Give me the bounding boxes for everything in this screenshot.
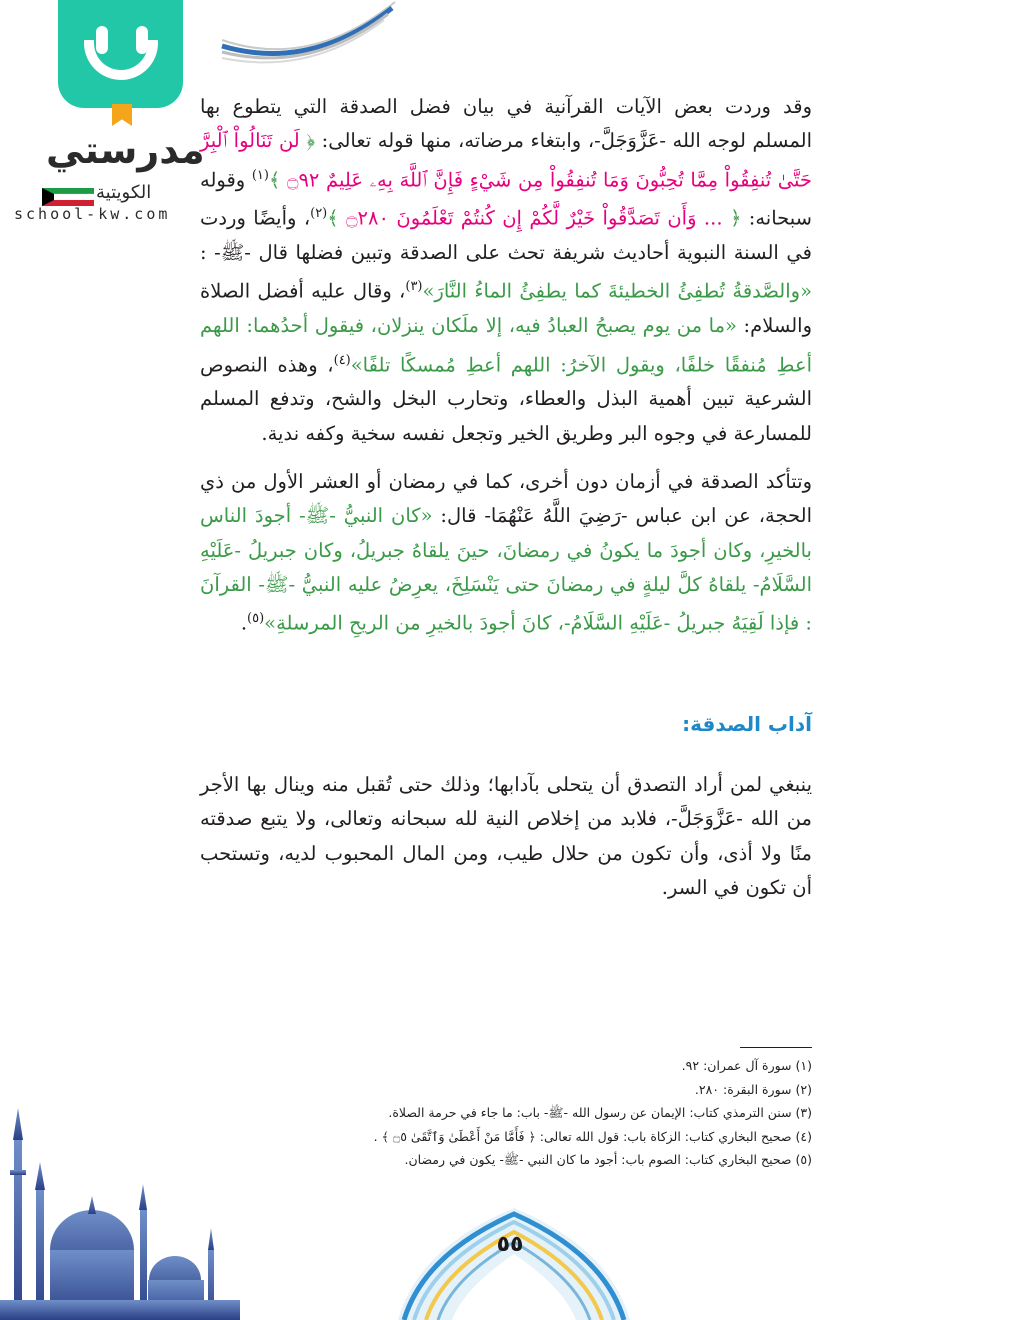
footnote-item: (٤) صحيح البخاري كتاب: الزكاة باب: قول الله تعالى: ﴿ فَأَمَّا مَنْ أَعْطَىٰ وَٱتَّقَىٰ ۝٥ ﴾ . [373, 1128, 812, 1144]
text-segment: وقد وردت بعض الآيات القرآنية في بيان فضل الصدقة التي يتطوع بها المسلم لوجه الله -عَزَّوَجَلَّ-، وابتغاء مرضاته، منها قوله تعالى: [200, 95, 813, 153]
kuwait-flag-icon [42, 188, 94, 206]
footnote-ref-3: (٣) [405, 279, 423, 295]
hadith-3: «كان النبيُّ -ﷺ- أجودَ الناس بالخيرِ، وكان أجودَ ما يكونُ في رمضانَ، حينَ يلقاهُ جبريلُ، وكان جبريلُ -عَلَيْهِ السَّلَامُ- يلقاهُ كلَّ ليلةٍ في رمضانَ حتى يَنْسَلِخَ، يعرِضُ عليه النبيُّ -ﷺ- القرآنَ : فإذا لَقِيَهُ جبريلُ -عَلَيْهِ السَّلَامُ-، كانَ أجودَ بالخيرِ من الريحِ المرسلةِ» [200, 504, 812, 635]
logo-country: الكويتية [96, 182, 152, 203]
section-heading: آداب الصدقة: [682, 712, 812, 736]
text-segment: وتتأكد الصدقة في أزمان دون أخرى، كما في رمضان أو العشر الأول من ذي الحجة، عن ابن عباس -رَضِيَ اللَّهُ عَنْهُمَا- قال: [200, 469, 812, 528]
footnote-item: (٢) سورة البقرة: ٢٨٠. [694, 1081, 812, 1097]
logo-badge-icon [58, 0, 183, 108]
logo-url: school-kw.com [14, 205, 171, 223]
bookmark-icon [112, 104, 132, 126]
main-text-2 [200, 768, 812, 905]
footnotes-list [212, 1054, 812, 1172]
text-segment: وقوله سبحانه: [200, 168, 812, 230]
main-text [200, 90, 812, 641]
text-segment: . [240, 611, 248, 635]
footnote-ref-2: (٢) [310, 206, 328, 222]
paragraph-3: ينبغي لمن أراد التصدق أن يتحلى بآدابها؛ وذلك حتى تُقبل منه وينال بها الأجر من الله -عَزَّوَجَلَّ-، فلابد من إخلاص النية لله سبحانه وتعالى، ولا يتبع صدقته منًا ولا أذى، وأن تكون من حلال طيب، ومن المال المحبوب لديه، وتستحب أن تكون في السر. [200, 773, 812, 899]
quran-bracket-close: ﴾ [268, 168, 281, 192]
quran-bracket-open: ﴿ [306, 129, 316, 153]
quran-verse-1: لَن تَنَالُواْ ٱلْبِرَّ حَتَّىٰ تُنفِقُواْ مِمَّا تُحِبُّونَ وَمَا تُنفِقُواْ مِن شَيْءٍ فَإِنَّ ٱللَّهَ بِهِۦ عَلِيمٌ ۝٩٢ [200, 129, 812, 192]
footnote-divider [740, 1047, 812, 1048]
footnote-ref-4: (٤) [333, 352, 351, 368]
text-segment: ، وهذه النصوص الشرعية تبين أهمية البذل والعطاء، وتحارب البخل والشح، وتدفع المسلم للمسارعة في وجوه البر وطريق الخير وتجعل نفسه سخية وكفه ندية. [200, 353, 812, 445]
logo-name: مدرستي [46, 128, 205, 172]
footnote-item: (٣) سنن الترمذي كتاب: الإيمان عن رسول الله -ﷺ- باب: ما جاء في حرمة الصلاة. [388, 1105, 812, 1120]
quran-bracket-open: ﴿ [729, 206, 742, 230]
quran-verse-2: ... وَأَن تَصَدَّقُواْ خَيْرٌ لَّكُمْ إِن كُنتُمْ تَعْلَمُونَ ۝٢٨٠ [346, 206, 723, 230]
dome-decoration [398, 1208, 630, 1320]
footnote-ref-1: (١) [251, 167, 269, 183]
text-segment: ، وقال عليه أفضل الصلاة والسلام: [200, 279, 813, 338]
text-segment: ، وأيضًا وردت في السنة النبوية أحاديث شريفة تحث على الصدقة وتبين فضلها قال -ﷺ- : [200, 206, 812, 265]
footnote-item: (٥) صحيح البخاري كتاب: الصوم باب: أجود ما كان النبي -ﷺ- يكون في رمضان. [404, 1152, 812, 1167]
footnote-item: (١) سورة آل عمران: ٩٢. [681, 1058, 812, 1073]
mosque-silhouette-icon [0, 1100, 240, 1320]
site-logo [8, 0, 228, 225]
paragraph-1 [200, 90, 812, 451]
page-number: ٥٥ [496, 1232, 524, 1257]
quran-bracket-close: ﴾ [327, 206, 339, 230]
paragraph-2 [200, 465, 812, 641]
hadith-1: «والصَّدقةُ تُطفِئُ الخطيئةَ كما يطفِئُ الماءُ النَّارَ» [422, 279, 813, 303]
hadith-2: «ما من يوم يصبحُ العبادُ فيه، إلا ملَكان ينزلان، فيقول أحدُهما: اللهم أعطِ مُنفقًا خلفًا، ويقول الآخرُ: اللهم أعطِ مُمسكًا تلفًا» [200, 314, 812, 377]
top-swoosh-decoration [220, 0, 400, 70]
footnote-ref-5: (٥) [247, 611, 265, 627]
